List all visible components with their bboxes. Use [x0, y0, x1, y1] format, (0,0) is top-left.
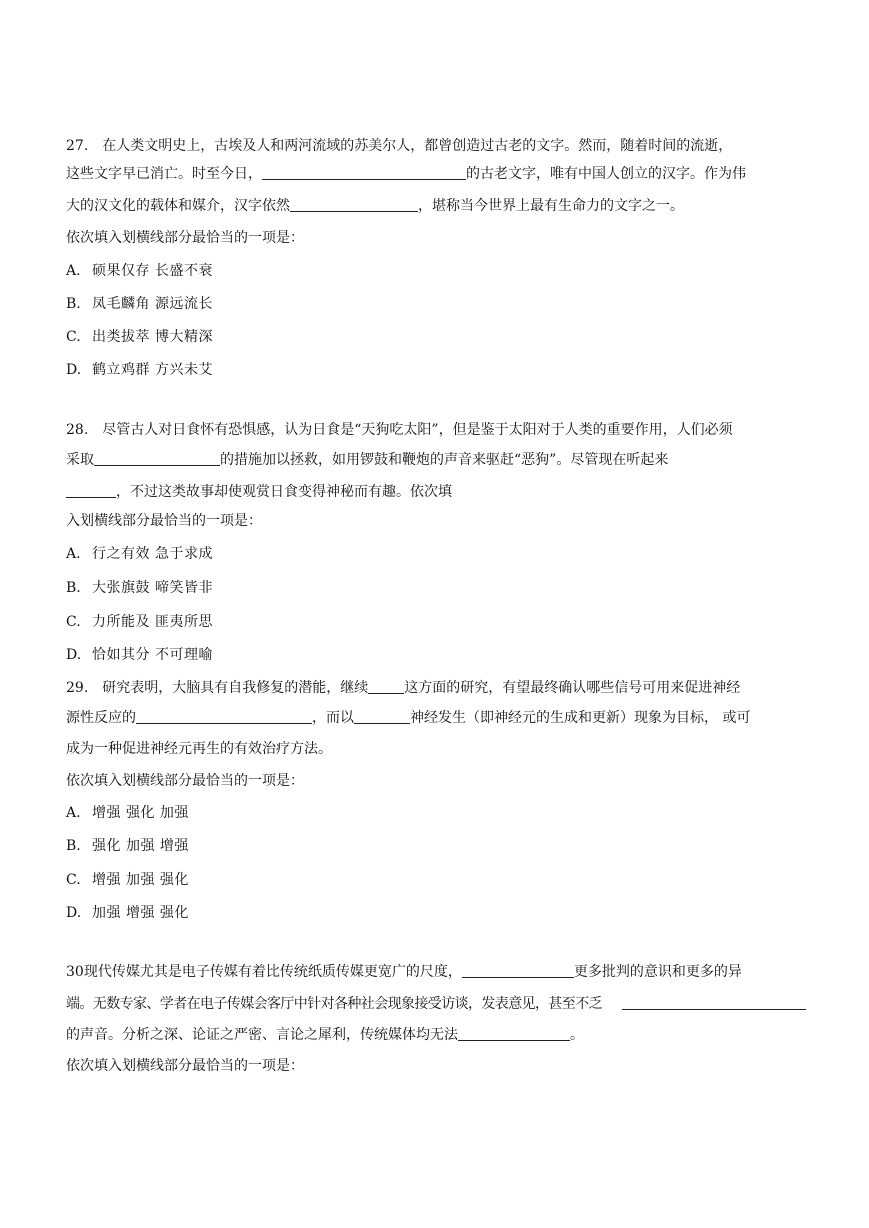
q27-line-3 — [66, 197, 684, 215]
q27-option-d[interactable]: D. 鹤立鸡群 方兴未艾 — [66, 362, 213, 378]
q30-line-2: 端。无数专家、学者在电子传媒会客厅中针对各种社会现象接受访谈，发表意见，甚至不乏 — [66, 996, 602, 1012]
q30-blank-3[interactable] — [458, 1026, 570, 1041]
q28-line-3 — [66, 483, 452, 501]
q28-text-4: ，不过这类故事却使观赏日食变得神秘而有趣。依次填 — [116, 484, 452, 500]
q29-option-d[interactable]: D. 加强 增强 强化 — [66, 905, 189, 921]
q29-option-c[interactable]: C. 增强 加强 强化 — [66, 872, 189, 888]
q27-prompt: 依次填入划横线部分最恰当的一项是： — [66, 230, 304, 246]
q28-number: 28. — [66, 422, 89, 438]
q27-text-1: 在人类文明史上，古埃及人和两河流域的苏美尔人，都曾创造过古老的文字。然而，随着时间的流逝， — [102, 138, 733, 154]
q29-blank-2[interactable] — [136, 709, 312, 724]
q29-line-1 — [66, 679, 740, 697]
q30-text-2: 更多批判的意识和更多的异 — [573, 964, 742, 980]
q29-text-4: ，而以 — [312, 710, 354, 726]
q27-blank-2[interactable] — [290, 197, 418, 212]
q29-text-1: 研究表明，大脑具有自我修复的潜能，继续 — [102, 680, 369, 696]
q29-blank-1[interactable] — [368, 679, 404, 694]
q30-number: 30 — [66, 964, 84, 980]
q30-line-3 — [66, 1026, 584, 1044]
q29-option-a[interactable]: A. 增强 强化 加强 — [66, 805, 189, 821]
q29-number: 29. — [66, 680, 89, 696]
q29-text-3: 源性反应的 — [66, 710, 136, 726]
q28-blank-1[interactable] — [94, 451, 220, 466]
q27-text-3: 的古老文字，唯有中国人创立的汉字。作为伟 — [466, 166, 746, 182]
q28-text-3: 的措施加以拯救，如用锣鼓和鞭炮的声音来驱赶“恶狗”。尽管现在听起来 — [220, 452, 669, 468]
q27-option-a[interactable]: A. 硕果仅存 长盛不衰 — [66, 263, 213, 279]
q27-text-5: ，堪称当今世界上最有生命力的文字之一。 — [418, 198, 684, 214]
q27-text-4: 大的汉文化的载体和媒介，汉字依然 — [66, 198, 290, 214]
q28-option-c[interactable]: C. 力所能及 匪夷所思 — [66, 614, 213, 630]
q29-option-b[interactable]: B. 强化 加强 增强 — [66, 838, 189, 854]
q28-line-2 — [66, 451, 668, 469]
q28-line-1 — [66, 421, 733, 439]
q29-blank-3[interactable] — [354, 709, 410, 724]
q27-text-2: 这些文字早已消亡。时至今日， — [66, 166, 262, 182]
q28-option-d[interactable]: D. 恰如其分 不可理喻 — [66, 647, 213, 663]
q30-line-1 — [66, 963, 742, 981]
q29-prompt: 依次填入划横线部分最恰当的一项是： — [66, 773, 304, 789]
q27-line-2 — [66, 165, 746, 183]
q30-text-4: 。 — [570, 1027, 584, 1043]
q30-text-3: 的声音。分析之深、论证之严密、言论之犀利，传统媒体均无法 — [66, 1027, 458, 1043]
q28-blank-2[interactable] — [66, 483, 116, 498]
q30-blank-1[interactable] — [462, 963, 574, 978]
q28-line-4: 入划横线部分最恰当的一项是： — [66, 513, 262, 529]
q30-text-1: 现代传媒尤其是电子传媒有着比传统纸质传媒更宽广的尺度， — [83, 964, 462, 980]
q29-text-5: 神经发生（即神经元的生成和更新）现象为目标， 或可 — [410, 710, 751, 726]
q27-option-b[interactable]: B. 凤毛麟角 源远流长 — [66, 296, 213, 312]
q27-option-c[interactable]: C. 出类拔萃 博大精深 — [66, 329, 213, 345]
q30-blank-2[interactable] — [622, 995, 806, 1010]
q29-text-2: 这方面的研究，有望最终确认哪些信号可用来促进神经 — [404, 680, 741, 696]
q28-text-2: 采取 — [66, 452, 94, 468]
q28-option-b[interactable]: B. 大张旗鼓 啼笑皆非 — [66, 580, 213, 596]
q28-text-1: 尽管古人对日食怀有恐惧感，认为日食是“天狗吃太阳”，但是鉴于太阳对于人类的重要作用，人们必须 — [102, 422, 733, 438]
q30-prompt: 依次填入划横线部分最恰当的一项是： — [66, 1058, 304, 1074]
q27-blank-1[interactable] — [262, 165, 466, 180]
q29-line-2 — [66, 709, 750, 727]
q27-number: 27. — [66, 138, 89, 154]
q28-option-a[interactable]: A. 行之有效 急于求成 — [66, 546, 213, 562]
q29-line-3: 成为一种促进神经元再生的有效治疗方法。 — [66, 741, 332, 757]
q27-line-1 — [66, 137, 732, 155]
